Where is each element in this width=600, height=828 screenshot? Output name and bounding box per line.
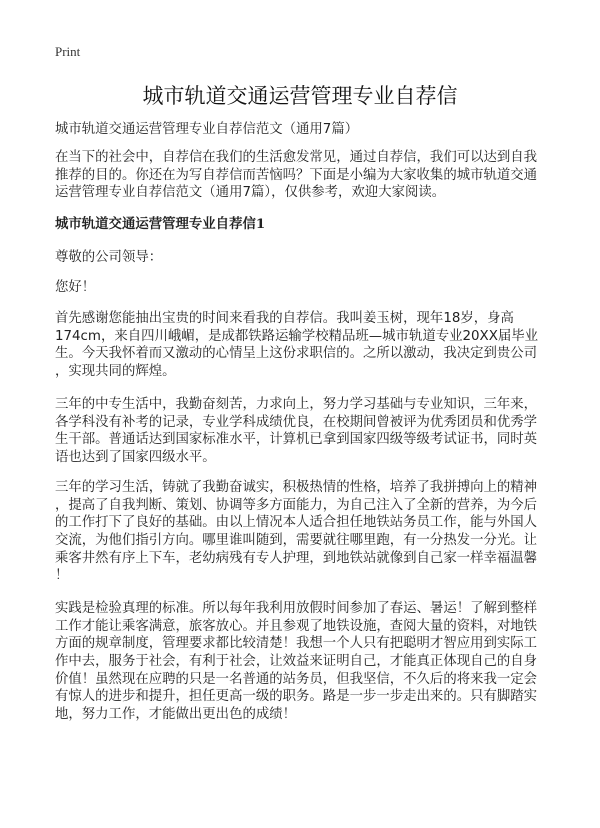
- text-line: 的工作打下了良好的基础。由以上情况本人适合担任地铁站务员工作，能与外国人: [55, 515, 538, 531]
- intro-paragraph: [55, 149, 555, 202]
- text-line: 实践是检验真理的标准。所以每年我利用放假时间参加了春运、暑运！了解到整样: [55, 601, 538, 616]
- text-line: 有惊人的进步和提升，担任更高一级的职务。路是一步一步走出来的。只有脚踏实: [55, 689, 538, 705]
- text-line: 推荐的目的。你还在为写自荐信而苦恼吗？下面是小编为大家收集的城市轨道交通: [55, 167, 538, 183]
- text-line: ，实现共同的辉煌。: [55, 364, 176, 380]
- text-line: 174cm，来自四川峨嵋，是成都铁路运输学校精品班—城市轨道专业20XX届毕业: [55, 328, 539, 344]
- text-line: ，提高了自我判断、策划、协调等多方面能力，为自己注入了全新的营养，为今后: [55, 497, 538, 513]
- body-paragraph-3: [55, 479, 555, 585]
- text-line: 运营管理专业自荐信范文（通用7篇），仅供参考，欢迎大家阅读。: [55, 185, 446, 201]
- print-link[interactable]: Print: [55, 44, 81, 59]
- text-line: 交流，为他们指引方向。哪里谁叫随到，需要就往哪里跑，有一分热发一分光。让: [55, 533, 538, 549]
- text-line: 工作才能让乘客满意，旅客放心。并且参观了地铁设施，查阅大量的资料，对地铁: [55, 618, 538, 634]
- section-heading: 城市轨道交通运营管理专业自荐信1: [55, 216, 266, 232]
- text-line: 各学科没有补考的记录，专业学科成绩优良，在校期间曾被评为优秀团员和优秀学: [55, 414, 538, 430]
- text-line: 在当下的社会中，自荐信在我们的生活愈发常见，通过自荐信，我们可以达到自我: [55, 150, 538, 165]
- page-title: 城市轨道交通运营管理专业自荐信: [142, 84, 458, 108]
- text-line: 作中去，服务于社会，有利于社会，让效益来证明自己，才能真正体现自己的自身: [55, 654, 538, 670]
- text-line: 首先感谢您能抽出宝贵的时间来看我的自荐信。我叫姜玉树，现年18岁，身高: [55, 311, 514, 326]
- text-line: 方面的规章制度，管理要求都比较清楚！我想一个人只有把聪明才智应用到实际工: [55, 636, 538, 652]
- text-line: 生。今天我怀着而又激动的心情呈上这份求职信的。之所以激动，我决定到贵公司: [55, 346, 538, 362]
- text-line: 乘客井然有序上下车，老幼病残有专人护理，到地铁站就像到自己家一样幸福温馨: [55, 550, 538, 566]
- text-line: 语也达到了国家四级水平。: [55, 450, 216, 466]
- subtitle: 城市轨道交通运营管理专业自荐信范文（通用7篇）: [55, 122, 359, 137]
- text-line: 三年的学习生活，铸就了我勤奋诚实，积极热情的性格，培养了我拼搏向上的精神: [55, 480, 538, 495]
- salutation: 尊敬的公司领导：: [55, 250, 163, 265]
- body-paragraph-2: [55, 396, 555, 467]
- text-line: 三年的中专生活中，我勤奋刻苦，力求向上，努力学习基础与专业知识，三年来，: [55, 397, 538, 412]
- text-line: 地，努力工作，才能做出更出色的成绩！: [55, 707, 297, 723]
- greeting: 您好！: [55, 280, 96, 295]
- body-paragraph-1: [55, 310, 555, 381]
- text-line: 价值！虽然现在应聘的只是一名普通的站务员，但我坚信，不久后的将来我一定会: [55, 671, 538, 687]
- text-line: 生干部。普通话达到国家标准水平，计算机已拿到国家四级等级考试证书，同时英: [55, 432, 538, 448]
- text-line: ！: [55, 568, 69, 584]
- body-paragraph-4: [55, 600, 555, 724]
